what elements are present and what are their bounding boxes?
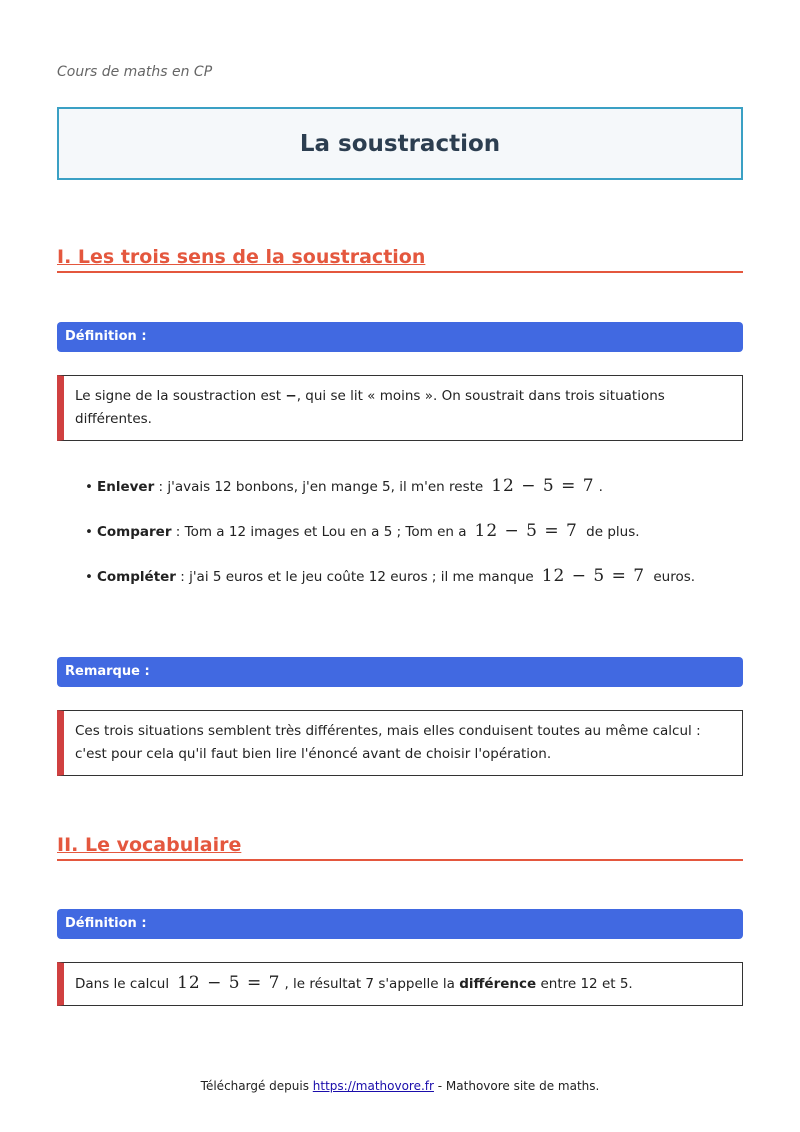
footer [0,1079,800,1093]
vocab-text-1: Dans le calcul [75,976,170,992]
list-item-text: : j'ai 5 euros et le jeu coûte 12 euros ; il me manque [175,569,534,585]
list-item-text: : Tom a 12 images et Lou en a 5 ; Tom en a [171,524,467,540]
list-item-text: : j'avais 12 bonbons, j'en mange 5, il m'en reste [154,479,484,495]
math-expression: 12 − 5 = 7 [177,973,281,993]
vocab-text-3: entre 12 et 5. [536,976,633,992]
list-item-after: . [598,479,603,495]
page-title: La soustraction [299,130,501,157]
minus-sign: − [285,388,297,404]
math-expression: 12 − 5 = 7 [491,476,595,496]
math-expression: 12 − 5 = 7 [541,566,646,586]
list-item-after: euros. [649,569,696,585]
course-subtitle: Cours de maths en CP [57,64,213,80]
section-heading-1 [57,246,743,273]
bullet-icon: • [85,479,93,495]
bullet-icon: • [85,569,93,585]
footer-link[interactable]: https://mathovore.fr [312,1079,434,1093]
vocab-term: différence [459,976,537,992]
definition-text-2: , qui se lit « moins ». On soustrait dans trois situations différentes. [75,388,665,427]
section-heading-2 [57,834,743,861]
definition-bar-1: Définition : [57,322,743,352]
list-item [85,564,695,588]
title-box [57,107,743,180]
vocab-text-2: , le résultat 7 s'appelle la [284,976,460,992]
footer-prefix: Téléchargé depuis [200,1079,313,1093]
definition-box-2 [57,962,743,1006]
list-item-term: Compléter [97,569,176,585]
definition-bar-2: Définition : [57,909,743,939]
footer-suffix: - Mathovore site de maths. [433,1079,600,1093]
remark-bar: Remarque : [57,657,743,687]
definition-text-1: Le signe de la soustraction est [75,388,286,404]
math-expression: 12 − 5 = 7 [474,521,578,541]
list-item-after: de plus. [581,524,640,540]
remark-box [57,710,743,776]
bullet-icon: • [85,524,93,540]
list-item-term: Comparer [97,524,172,540]
section-heading-1-text: I. Les trois sens de la soustraction [57,246,426,268]
definition-box-1 [57,375,743,441]
list-item-term: Enlever [97,479,155,495]
list-item [85,519,640,543]
section-heading-2-text: II. Le vocabulaire [57,834,242,856]
remark-text: Ces trois situations semblent très différentes, mais elles conduisent toutes au même calcul : c'est pour cela qu'il faut bien lire l'énoncé avant de choisir l'opération. [75,723,701,762]
list-item [85,474,603,498]
